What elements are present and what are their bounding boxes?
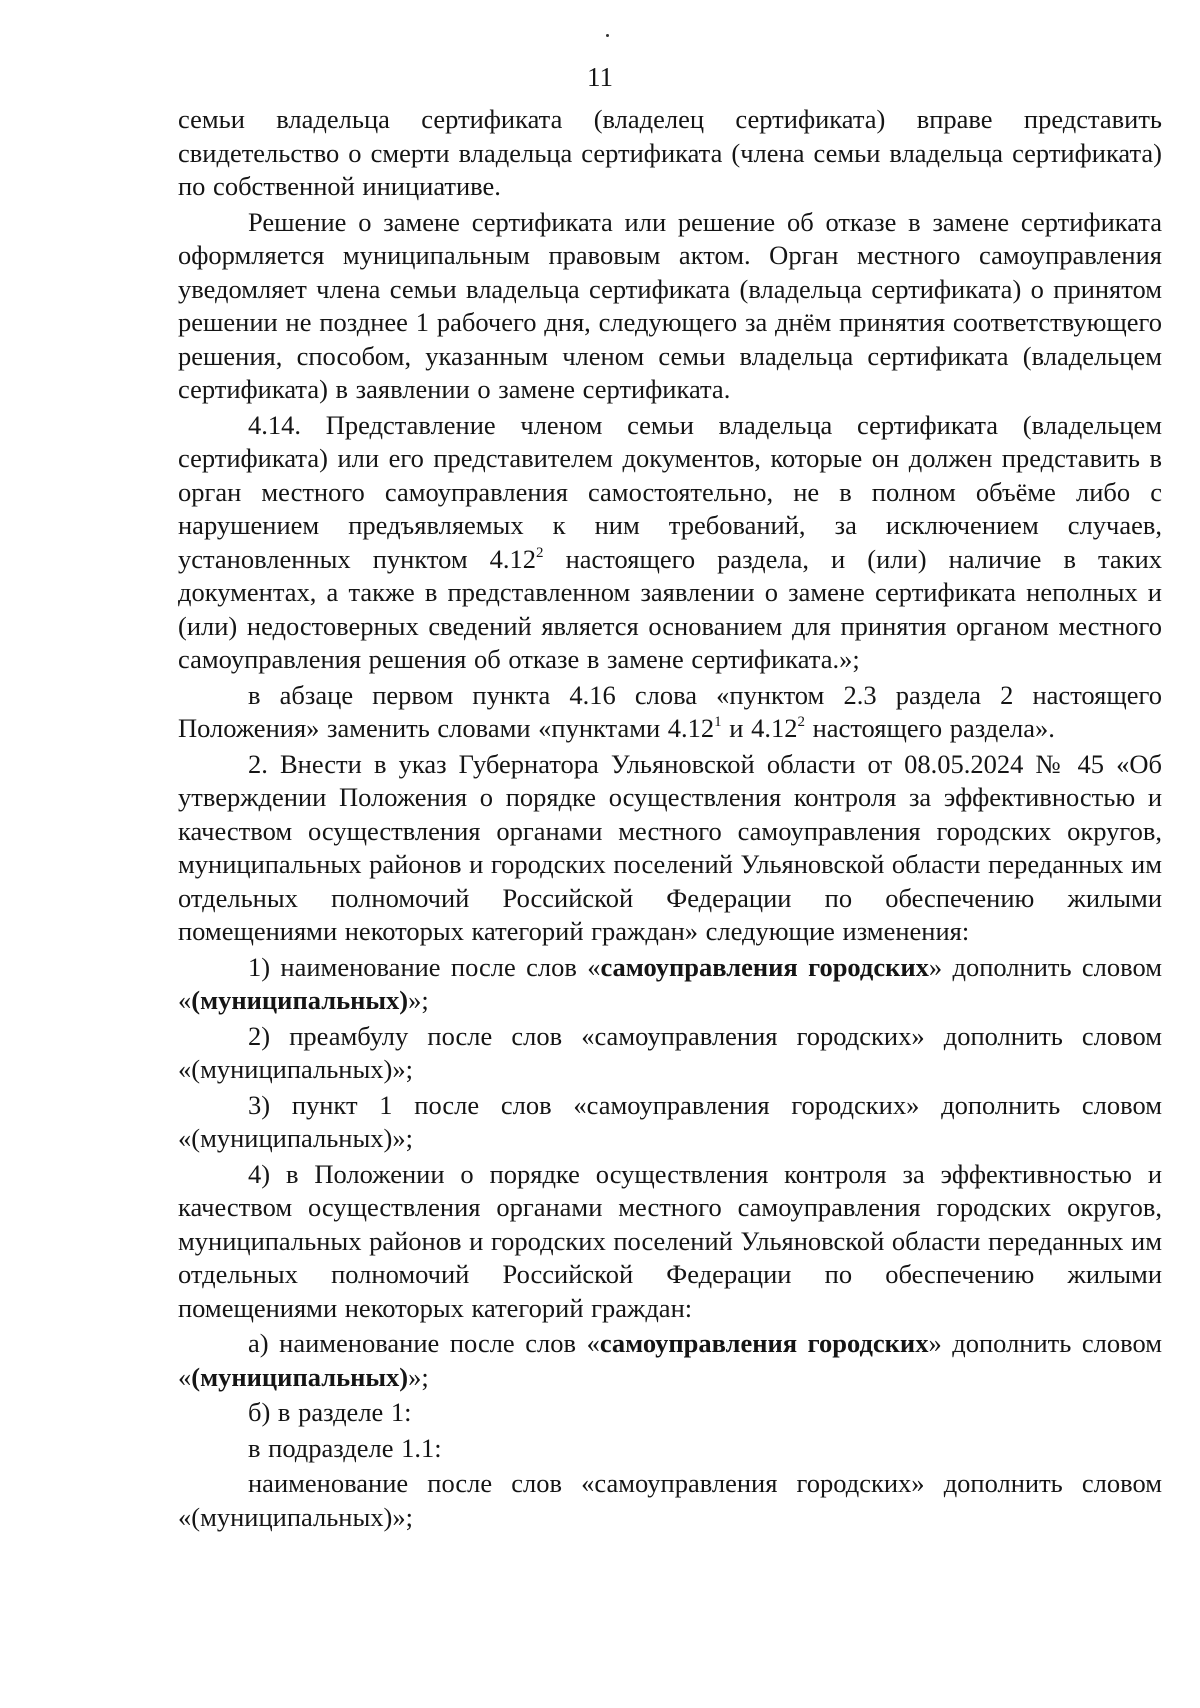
paragraph-p13 xyxy=(178,1467,1162,1534)
paragraph-p12 xyxy=(178,1432,1162,1466)
paragraph-p2 xyxy=(178,206,1162,407)
superscript: 1 xyxy=(714,714,722,730)
paragraph-p5 xyxy=(178,748,1162,949)
text-run: и 4.12 xyxy=(721,713,798,743)
paragraph-p8 xyxy=(178,1089,1162,1156)
paragraph-p11 xyxy=(178,1396,1162,1430)
paragraph-p7 xyxy=(178,1020,1162,1087)
text-run: »; xyxy=(408,985,429,1015)
text-run: » дополнить словом « xyxy=(178,951,1162,1015)
superscript: 2 xyxy=(797,714,805,730)
text-run: настоящего раздела, и (или) наличие в таких документах, а также в представленном заявлении о замене сертификата неполных и (или) недостоверных сведений является основанием для принятия органом местного самоуправления решения об отказе в замене сертификата.»; xyxy=(178,543,1162,674)
text-run: настоящего раздела». xyxy=(804,713,1055,743)
paragraph-p4 xyxy=(178,679,1162,746)
text-run: в подразделе 1.1: xyxy=(248,1432,442,1463)
page-number: 11 xyxy=(587,62,613,92)
text-run: наименование после слов «самоуправления городских» дополнить словом «(муниципальных)»; xyxy=(178,1468,1162,1532)
text-run: 4) в Положении о порядке осуществления контроля за эффективностью и качеством осуществления органами местного самоуправления городских округов, муниципальных районов и городских поселений Ульяновской области переданных им отдельных полномочий Российской Федерации по обеспечению жилыми помещениями некоторых категорий граждан: xyxy=(178,1158,1162,1323)
paragraph-p1 xyxy=(178,103,1162,204)
bold-text: самоуправления городских xyxy=(600,951,929,982)
text-run: семьи владельца сертификата (владелец сертификата) вправе представить свидетельство о смерти владельца сертификата (члена семьи владельца сертификата) по собственной инициативе. xyxy=(178,104,1162,201)
bold-text: (муниципальных) xyxy=(191,985,409,1015)
text-run: б) в разделе 1: xyxy=(248,1397,412,1427)
text-run: а) наименование после слов « xyxy=(248,1328,600,1358)
text-run: »; xyxy=(408,1361,429,1392)
text-run: 4.14. Представление членом семьи владельца сертификата (владельцем сертификата) или его представителем документов, которые он должен представить в орган местного самоуправления самостоятельно, не в полном объёме либо с нарушением предъявляемых к ним требований, за исключением случаев, установленных пунктом 4.12 xyxy=(178,409,1162,574)
text-run: 1) наименование после слов « xyxy=(248,951,601,982)
text-run: 2. Внести в указ Губернатора Ульяновской области от 08.05.2024 № 45 «Об утверждении Положения о порядке осуществления контроля за эффективностью и качеством осуществления органами местного самоуправления городских округов, муниципальных районов и городских поселений Ульяновской области переданных им отдельных полномочий Российской Федерации по обеспечению жилыми помещениями некоторых категорий граждан» следующие изменения: xyxy=(178,748,1162,946)
superscript: 2 xyxy=(536,544,544,561)
text-run: 2) преамбулу после слов «самоуправления городских» дополнить словом «(муниципальных)»; xyxy=(178,1020,1162,1084)
bold-text: (муниципальных) xyxy=(191,1361,409,1392)
scan-speck xyxy=(606,34,609,37)
bold-text: самоуправления городских xyxy=(599,1328,929,1358)
document-body xyxy=(178,103,1162,1534)
text-run: 3) пункт 1 после слов «самоуправления городских» дополнить словом «(муниципальных)»; xyxy=(178,1089,1162,1153)
text-run: в абзаце первом пункта 4.16 слова «пунктом 2.3 раздела 2 настоящего Положения» заменить словами «пунктами 4.12 xyxy=(178,679,1162,743)
paragraph-p10 xyxy=(178,1327,1162,1394)
text-run: » дополнить словом « xyxy=(178,1328,1162,1392)
paragraph-p6 xyxy=(178,951,1162,1018)
text-run: Решение о замене сертификата или решение об отказе в замене сертификата оформляется муниципальным правовым актом. Орган местного самоуправления уведомляет члена семьи владельца сертификата (владельца сертификата) о принятом решении не позднее 1 рабочего дня, следующего за днём принятия соответствующего решения, способом, указанным членом семьи владельца сертификата (владельцем сертификата) в заявлении о замене сертификата. xyxy=(178,206,1162,404)
paragraph-p9 xyxy=(178,1158,1162,1326)
paragraph-p3 xyxy=(178,409,1162,677)
